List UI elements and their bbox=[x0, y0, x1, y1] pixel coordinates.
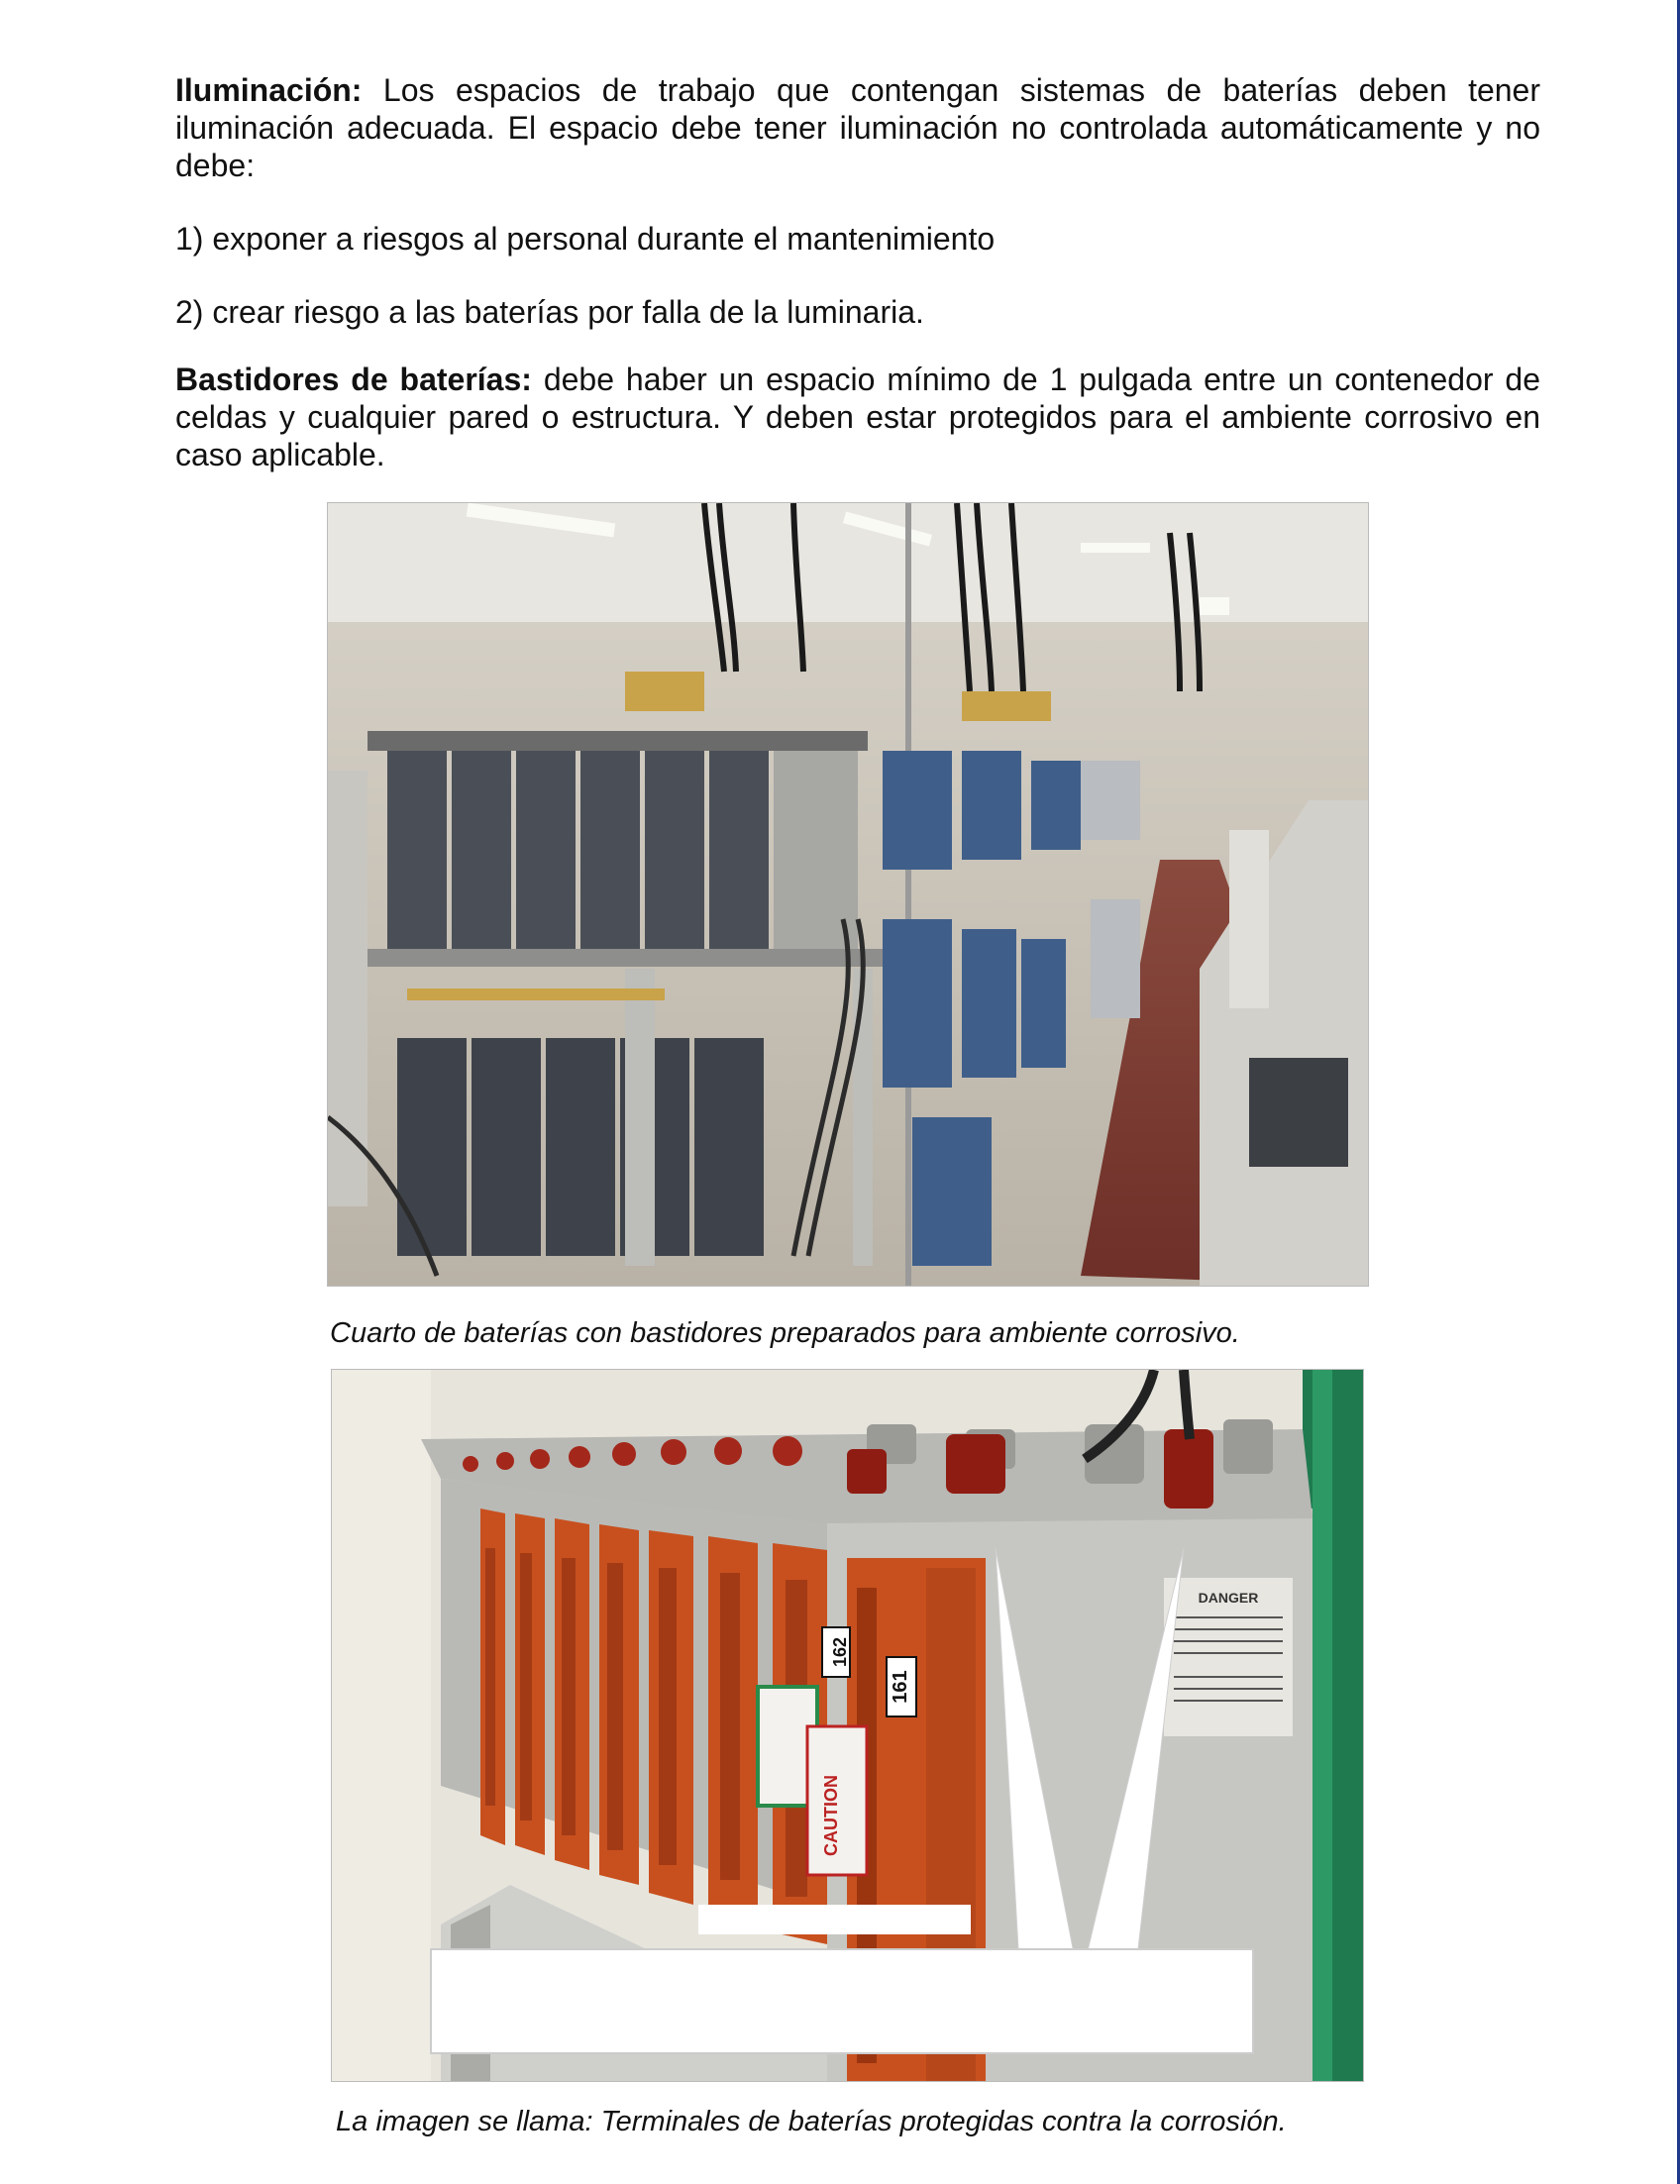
battery-terminals-photo bbox=[331, 1369, 1364, 2082]
lighting-text: Los espacios de trabajo que contengan sistemas de baterías deben tener iluminación adecuada. El espacio debe tener iluminación no controlada automáticamente y no debe: bbox=[175, 72, 1540, 183]
battery-room-photo bbox=[327, 502, 1369, 1287]
racks-text: debe haber un espacio mínimo de 1 pulgada entre un contenedor de celdas y cualquier pared o estructura. Y deben estar protegidos para el ambiente corrosivo en caso aplicable. bbox=[175, 362, 1541, 472]
racks-paragraph bbox=[175, 361, 1540, 473]
cell-number-161: 161 bbox=[890, 1670, 911, 1704]
list-item-2: 2) crear riesgo a las baterías por falla de la luminaria. bbox=[175, 294, 924, 330]
figure-2-caption: La imagen se llama: Terminales de baterías protegidas contra la corrosión. bbox=[336, 2106, 1287, 2137]
lighting-paragraph bbox=[175, 71, 1540, 184]
lighting-label: Iluminación: bbox=[175, 72, 363, 108]
racks-label: Bastidores de baterías: bbox=[175, 362, 532, 397]
list-item-1: 1) exponer a riesgos al personal durante el mantenimiento bbox=[175, 221, 996, 257]
caution-label: CAUTION bbox=[821, 1775, 841, 1856]
figure-1-caption: Cuarto de baterías con bastidores preparados para ambiente corrosivo. bbox=[330, 1317, 1240, 1349]
cell-number-162: 162 bbox=[830, 1636, 850, 1668]
danger-label: DANGER bbox=[1198, 1590, 1259, 1606]
body-text bbox=[175, 71, 1540, 473]
